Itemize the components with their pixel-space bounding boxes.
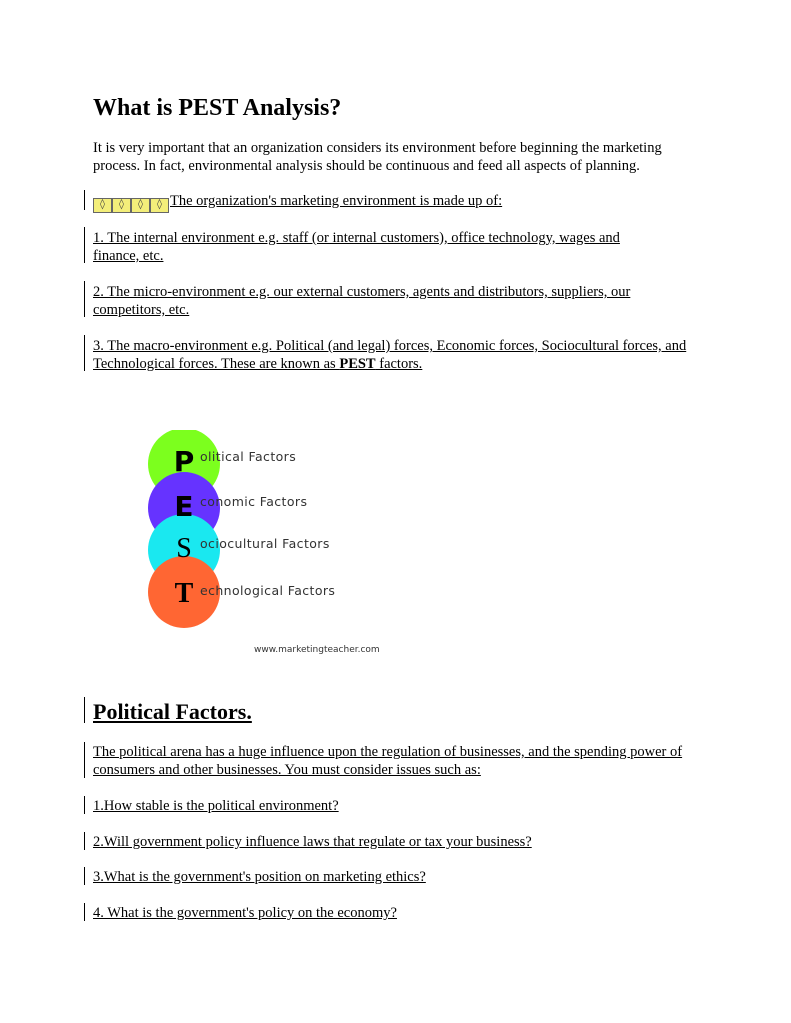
sociocultural-label: ociocultural Factors [200, 536, 330, 551]
change-bar [84, 832, 85, 850]
political-question: 1.How stable is the political environment? [93, 798, 339, 814]
website-credit: www.marketingteacher.com [254, 645, 380, 655]
env-heading: The organization's marketing environment is made up of: [170, 193, 503, 209]
intro-paragraph: It is very important that an organization considers its environment before beginning the marketing process. In fact, environmental analysis should be continuous and feed all aspects of planning. [93, 140, 662, 174]
env-heading-row [93, 192, 502, 213]
change-bar [84, 335, 85, 371]
env-item-internal: 1. The internal environment e.g. staff (or internal customers), office technology, wages and finance, etc. [93, 230, 620, 264]
pest-diagram [140, 430, 400, 670]
change-bar [84, 903, 85, 921]
env-item-micro: 2. The micro-environment e.g. our external customers, agents and distributors, suppliers, our competitors, etc. [93, 284, 631, 318]
change-bar [84, 742, 85, 778]
env-item-macro: 3. The macro-environment e.g. Political (and legal) forces, Economic forces, Sociocultural forces, and Technological forces. These are known as PEST factors. [93, 338, 687, 372]
icon-strip [93, 198, 169, 213]
change-bar [84, 281, 85, 317]
political-question: 2.Will government policy influence laws that regulate or tax your business? [93, 834, 532, 850]
letter-s: S [176, 533, 192, 564]
broken-image-icon: ◊ [112, 198, 131, 213]
broken-image-icon: ◊ [150, 198, 169, 213]
change-bar [84, 190, 85, 210]
broken-image-icon: ◊ [131, 198, 150, 213]
pest-emphasis: PEST [339, 356, 376, 372]
page-title: What is PEST Analysis? [93, 95, 342, 121]
change-bar [84, 227, 85, 263]
economic-label: conomic Factors [200, 494, 308, 509]
letter-p: P [173, 445, 195, 478]
broken-image-icon: ◊ [93, 198, 112, 213]
letter-e: E [174, 490, 194, 523]
political-question: 3.What is the government's position on marketing ethics? [93, 869, 426, 885]
letter-t: T [174, 578, 194, 609]
political-label: olitical Factors [200, 449, 297, 464]
change-bar [84, 697, 85, 723]
change-bar [84, 867, 85, 885]
technological-label: echnological Factors [200, 583, 336, 598]
political-intro: The political arena has a huge influence upon the regulation of businesses, and the spending power of consumers and other businesses. You must consider issues such as: [93, 744, 683, 778]
political-heading: Political Factors. [93, 699, 252, 724]
political-question: 4. What is the government's policy on the economy? [93, 905, 397, 921]
change-bar [84, 796, 85, 814]
